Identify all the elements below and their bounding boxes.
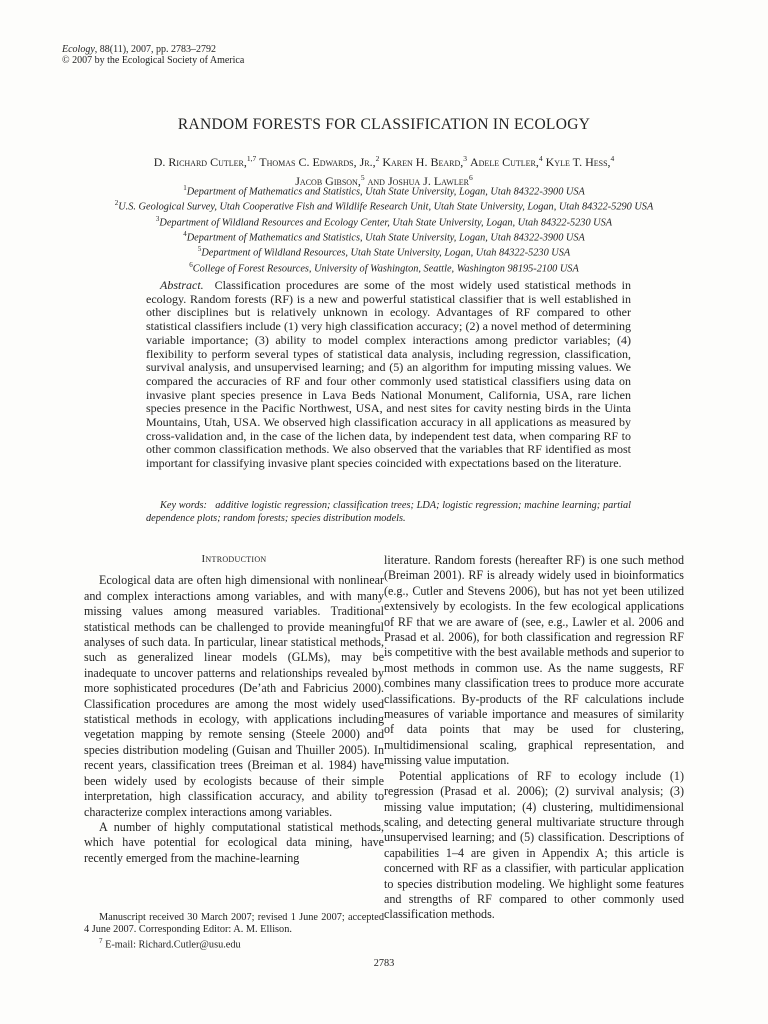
author-name: Thomas C. Edwards, Jr.,: [259, 155, 376, 169]
paragraph: Potential applications of RF to ecology include (1) regression (Prasad et al. 2006); (2) survival analysis; (3) missing value imputation; (4) clustering, multidimensional scaling, and detecting general multivariate structure through unsupervised learning; and (5) classification. Descriptions of capabilities 1–4 are given in Appendix A; this article is concerned with RF as a classifier, with particular application to species distribution modeling. We highlight some features and strengths of RF compared to other commonly used classification methods.: [384, 768, 684, 922]
footnote: [84, 912, 384, 951]
author-affil-ref: 5: [360, 173, 365, 182]
affiliation-line: [60, 260, 708, 275]
affiliation-line: [60, 183, 708, 198]
journal-header: [62, 44, 244, 66]
journal-volume-pages: , 88(11), 2007, pp. 2783–2792: [94, 44, 217, 55]
affiliation-text: College of Forest Resources, University of Washington, Seattle, Washington 98195-2100 USA: [192, 263, 579, 275]
author-name: Karen H. Beard,: [382, 155, 464, 169]
journal-citation: [62, 44, 244, 55]
affiliation-text: Department of Mathematics and Statistics, Utah State University, Logan, Utah 84322-3900 USA: [186, 186, 585, 198]
journal-name: Ecology: [62, 44, 95, 55]
paragraph: Ecological data are often high dimensional with nonlinear and complex interactions among variables, and with many missing values among measured variables. Traditional statistical methods can be challenged to provide meaningful analyses of such data. In particular, linear statistical methods, such as generalized linear models (GLMs), may be inadequate to uncover patterns and relationships revealed by more sophisticated procedures (De’ath and Fabricius 2000). Classification procedures are among the most widely used statistical methods in ecology, with applications including vegetation mapping by remote sensing (Steele 2000) and species distribution modeling (Guisan and Thuiller 2005). In recent years, classification trees (Breiman et al. 1984) have been widely used by ecologists because of their simple interpretation, high classification accuracy, and ability to characterize complex interactions among variables.: [84, 573, 384, 819]
affiliation-line: [60, 214, 708, 229]
email-note: [84, 936, 384, 951]
abstract-text: Classification procedures are some of the most widely used statistical methods in ecology. Random forests (RF) is a new and powerful statistical classifier that is well established in other disciplines but is relatively unknown in ecology. Advantages of RF compared to other statistical classifiers include (1) very high classification accuracy; (2) a novel method of determining variable importance; (3) ability to model complex interactions among predictor variables; (4) flexibility to perform several types of statistical data analysis, including regression, classification, survival analysis, and unsupervised learning; and (5) an algorithm for imputing missing values. We compared the accuracies of RF and four other commonly used statistical classifiers using data on invasive plant species presence in Lava Beds National Monument, California, USA, rare lichen species presence in the Pacific Northwest, USA, and nest sites for cavity nesting birds in the Uinta Mountains, Utah, USA. We observed high classification accuracy in all applications as measured by cross-validation and, in the case of the lichen data, by independent test data, when comparing RF to other common classification methods. We also observed that the variables that RF identified as most important for classifying invasive plant species coincided with expectations based on the literature.: [146, 278, 632, 471]
author-affil-ref: 6: [468, 173, 473, 182]
author-affil-ref: 2: [375, 154, 380, 163]
affiliation-line: [60, 229, 708, 244]
keywords-label: Key words:: [160, 500, 207, 511]
footnote-number: 7: [99, 936, 103, 945]
manuscript-received-note: Manuscript received 30 March 2007; revised 1 June 2007; accepted 4 June 2007. Corresponding Editor: A. M. Ellison.: [84, 912, 384, 935]
affiliation-number: 3: [155, 214, 160, 223]
author-name: Joshua J. Lawler: [387, 174, 469, 188]
author-name: D. Richard Cutler,: [153, 155, 247, 169]
left-column: [84, 552, 384, 866]
affiliation-number: 5: [197, 245, 202, 254]
right-column: [384, 553, 684, 923]
journal-copyright: © 2007 by the Ecological Society of America: [62, 55, 245, 66]
affiliation-text: Department of Wildland Resources and Ecology Center, Utah State University, Logan, Utah 84322-5230 USA: [159, 217, 613, 229]
author-affil-ref: 4: [538, 154, 543, 163]
affiliation-line: [60, 198, 708, 213]
keywords-text: additive logistic regression; classification trees; LDA; logistic regression; machine learning; partial dependence plots; random forests; species distribution models.: [146, 500, 631, 524]
author-affil-ref: 1,7: [246, 154, 257, 163]
section-heading: Introduction: [201, 553, 267, 565]
author-affil-ref: 4: [610, 154, 615, 163]
author-line-1: [60, 151, 708, 170]
affiliation-number: 6: [189, 260, 193, 269]
affiliation-line: [60, 244, 708, 259]
author-name: Jacob Gibson,: [295, 174, 361, 188]
affiliation-number: 1: [183, 184, 187, 192]
author-conjunction: and: [367, 174, 385, 188]
affiliations: [60, 183, 708, 275]
author-name: Adele Cutler,: [469, 155, 539, 169]
author-name: Kyle T. Hess,: [545, 155, 611, 169]
affiliation-number: 4: [183, 229, 187, 238]
author-affil-ref: 3: [463, 154, 467, 163]
affiliation-text: U.S. Geological Survey, Utah Cooperative Fish and Wildlife Research Unit, Utah State University, Logan, Utah 84322-5290 USA: [118, 201, 654, 213]
paragraph: A number of highly computational statistical methods, which have potential for ecological data mining, have recently emerged from the machine-learning: [84, 819, 384, 865]
paper-title: RANDOM FORESTS FOR CLASSIFICATION IN ECOLOGY: [177, 116, 591, 133]
email-text: E-mail: Richard.Cutler@usu.edu: [102, 939, 241, 951]
abstract-label: Abstract.: [160, 278, 204, 292]
keywords: [146, 500, 631, 525]
affiliation-number: 2: [114, 199, 119, 208]
affiliation-text: Department of Wildland Resources, Utah State University, Logan, Utah 84322-5230 USA: [201, 247, 571, 259]
abstract: [146, 279, 631, 471]
page-number: 2783: [373, 958, 395, 969]
affiliation-text: Department of Mathematics and Statistics, Utah State University, Logan, Utah 84322-3900 USA: [186, 232, 585, 244]
paragraph: literature. Random forests (hereafter RF) is one such method (Breiman 2001). RF is already widely used in bioinformatics (e.g., Cutler and Stevens 2006), but has not yet been utilized extensively by ecologists. In the few ecological applications of RF that we are aware of (see, e.g., Lawler et al. 2006 and Prasad et al. 2006), for both classification and regression RF is competitive with the best available methods and superior to most methods in common use. As the name suggests, RF combines many classification trees to produce more accurate classifications. By-products of the RF calculations include measures of variable importance and measures of similarity of data points that may be used for clustering, multidimensional scaling, graphical representation, and missing value imputation.: [384, 553, 684, 768]
